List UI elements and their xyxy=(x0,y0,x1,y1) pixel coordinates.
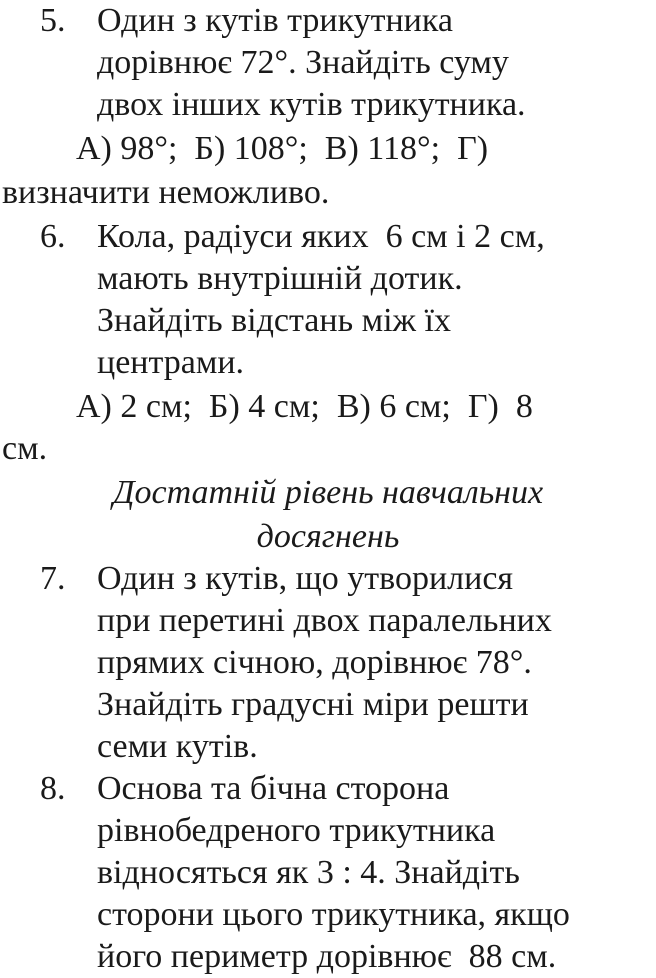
answer-options-line: визначити неможливо. xyxy=(2,174,330,211)
question-text-line: відносяться як 3 : 4. Знайдіть xyxy=(97,854,520,891)
answer-options-line: А) 98°; Б) 108°; В) 118°; Г) xyxy=(76,130,489,167)
question-text-line: центрами. xyxy=(97,344,245,381)
question-text-line: Основа та бічна сторона xyxy=(97,770,450,807)
question-text-line: Один з кутів трикутника xyxy=(97,2,453,39)
question-number: 5. xyxy=(40,2,66,39)
question-text-line: двох інших кутів трикутника. xyxy=(97,86,526,123)
question-text-line: дорівнює 72°. Знайдіть суму xyxy=(97,44,509,81)
question-text-line: при перетині двох паралельних xyxy=(97,602,552,639)
question-text-line: Знайдіть відстань між їх xyxy=(97,302,451,339)
answer-options-line: А) 2 см; Б) 4 см; В) 6 см; Г) 8 xyxy=(76,388,533,425)
question-text-line: Один з кутів, що утворилися xyxy=(97,560,514,597)
answer-options-line: см. xyxy=(2,430,48,467)
section-heading-line: Достатній рівень навчальних xyxy=(112,474,544,511)
question-text-line: семи кутів. xyxy=(97,728,258,765)
question-text-line: мають внутрішній дотик. xyxy=(97,260,463,297)
section-heading-line: досягнень xyxy=(256,518,400,555)
question-text-line: прямих січною, дорівнює 78°. xyxy=(97,644,532,681)
question-text-line: Кола, радіуси яких 6 см і 2 см, xyxy=(97,218,545,255)
question-text-line: Знайдіть градусні міри решти xyxy=(97,686,529,723)
question-number: 6. xyxy=(40,218,66,255)
question-number: 8. xyxy=(40,770,66,807)
question-number: 7. xyxy=(40,560,66,597)
question-text-line: його периметр дорівнює 88 см. xyxy=(97,938,557,975)
question-text-line: рівнобедреного трикутника xyxy=(97,812,496,849)
question-text-line: сторони цього трикутника, якщо xyxy=(97,896,570,933)
